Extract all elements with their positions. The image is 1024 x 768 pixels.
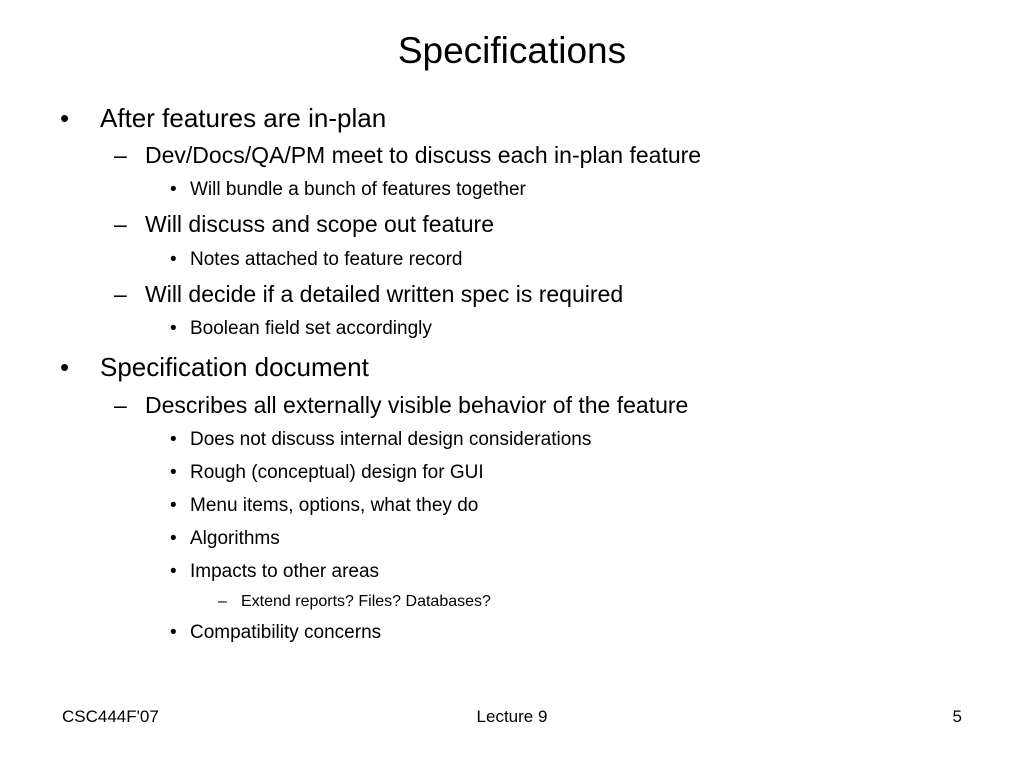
bullet-item-level4: Extend reports? Files? Databases? bbox=[241, 593, 491, 610]
dash-marker: – bbox=[114, 392, 127, 418]
bullet-marker: • bbox=[170, 622, 177, 643]
dash-marker: – bbox=[114, 281, 127, 307]
bullet-marker: • bbox=[170, 179, 177, 200]
bullet-marker: • bbox=[170, 561, 177, 582]
bullet-item-level3: Algorithms bbox=[190, 528, 280, 549]
bullet-item-level3: Impacts to other areas bbox=[190, 561, 380, 582]
bullet-item-level3: Compatibility concerns bbox=[190, 622, 382, 643]
footer-course: CSC444F'07 bbox=[62, 707, 159, 726]
footer-lecture: Lecture 9 bbox=[476, 707, 548, 726]
bullet-marker: • bbox=[60, 103, 70, 133]
bullet-item-level2: Dev/Docs/QA/PM meet to discuss each in-plan feature bbox=[145, 142, 702, 168]
bullet-marker: • bbox=[170, 462, 177, 483]
bullet-item-level3: Rough (conceptual) design for GUI bbox=[190, 462, 484, 483]
bullet-item-level3: Boolean field set accordingly bbox=[190, 318, 432, 339]
bullet-item-level2: Will decide if a detailed written spec is required bbox=[145, 281, 624, 307]
bullet-marker: • bbox=[60, 352, 70, 382]
bullet-item-level2: Describes all externally visible behavior of the feature bbox=[145, 392, 689, 418]
bullet-item-level1: After features are in-plan bbox=[100, 103, 387, 133]
footer-page-number: 5 bbox=[952, 707, 962, 726]
bullet-item-level3: Does not discuss internal design considerations bbox=[190, 429, 592, 450]
bullet-item-level2: Will discuss and scope out feature bbox=[145, 211, 495, 237]
bullet-item-level1: Specification document bbox=[100, 352, 369, 382]
bullet-marker: • bbox=[170, 429, 177, 450]
bullet-marker: • bbox=[170, 318, 177, 339]
dash-marker: – bbox=[114, 211, 127, 237]
bullet-item-level3: Menu items, options, what they do bbox=[190, 495, 479, 516]
bullet-marker: • bbox=[170, 495, 177, 516]
bullet-item-level3: Notes attached to feature record bbox=[190, 249, 463, 270]
dash-marker: – bbox=[218, 593, 227, 610]
dash-marker: – bbox=[114, 142, 127, 168]
bullet-item-level3: Will bundle a bunch of features together bbox=[190, 179, 526, 200]
bullet-marker: • bbox=[170, 528, 177, 549]
bullet-marker: • bbox=[170, 249, 177, 270]
slide-title: Specifications bbox=[397, 30, 627, 71]
